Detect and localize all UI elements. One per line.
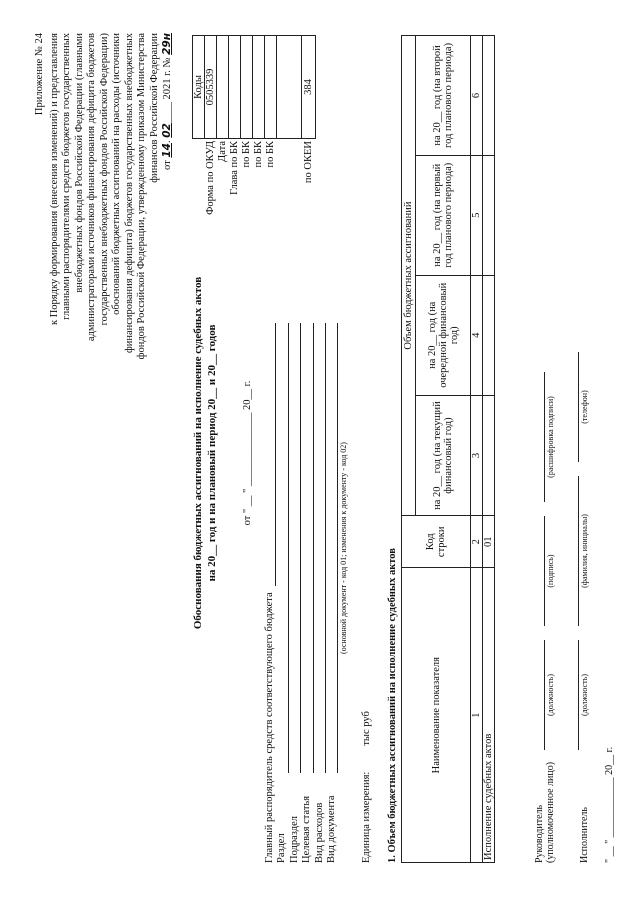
row-value bbox=[483, 395, 495, 515]
table-row bbox=[483, 35, 495, 862]
rotated-form-sheet bbox=[20, 13, 620, 893]
appendix-line: обоснований бюджетных ассигнований на расходы (источники bbox=[111, 32, 122, 315]
field-row: Подраздел bbox=[289, 323, 301, 863]
handwritten-month: 02 bbox=[161, 122, 173, 138]
col-number: 5 bbox=[471, 155, 483, 275]
col-header-year: на 20__ год (на второй год планового периода) bbox=[416, 35, 471, 155]
appendix-line: внебюджетных фондов Российской Федерации (главными bbox=[73, 32, 85, 293]
appendix-line: главными распорядителями средств бюджетов государственных bbox=[61, 32, 72, 320]
appendix-line: администраторами источников финансирования дефицита бюджетов bbox=[86, 32, 97, 341]
row-value bbox=[483, 275, 495, 395]
code-label bbox=[277, 138, 302, 243]
col-number: 1 bbox=[471, 567, 483, 862]
appendix-line: финансирования дефицита) бюджетов государственных внебюджетных bbox=[123, 32, 135, 353]
signature-block bbox=[532, 303, 615, 863]
field-row: Целевая статья bbox=[301, 323, 313, 863]
code-value bbox=[241, 35, 253, 138]
code-label: Глава по БК bbox=[229, 140, 240, 195]
fields-block bbox=[264, 323, 373, 863]
col-header-year: на 20__ год (на первый год планового периода) bbox=[416, 155, 471, 275]
doc-type-hint: (основной документ - код 01; изменения к документу - код 02) bbox=[339, 441, 349, 654]
col-number: 6 bbox=[471, 35, 483, 155]
code-value bbox=[229, 35, 241, 138]
col-header-code: Код строки bbox=[402, 515, 471, 567]
handwritten-number: 29н bbox=[161, 32, 173, 55]
codes-header: Коды bbox=[193, 35, 205, 138]
code-value bbox=[253, 35, 265, 138]
code-value bbox=[277, 35, 302, 138]
code-label: по ОКЕИ bbox=[303, 140, 314, 183]
appendix-block bbox=[34, 33, 175, 503]
document-date-line: от " __ " ______________ 20__ г. bbox=[242, 380, 253, 525]
code-label: по БК bbox=[253, 140, 264, 168]
col-header-year: на 20__ год (на текущий финансовый год) bbox=[416, 395, 471, 515]
field-row: Вид документа bbox=[326, 323, 338, 863]
document-title: Обоснования бюджетных ассигнований на исполнение судебных актов bbox=[192, 276, 204, 629]
appendix-line: фондов Российской Федерации, утвержденному приказом Министерства bbox=[136, 32, 147, 359]
appendix-number: Приложение № 24 bbox=[34, 32, 45, 115]
field-row: Главный распорядитель средств соответствующего бюджета bbox=[264, 323, 276, 863]
col-header-name: Наименование показателя bbox=[402, 567, 471, 862]
appendix-line: к Порядку формирования (внесения изменений) и представления bbox=[48, 32, 60, 325]
col-number: 3 bbox=[471, 395, 483, 515]
row-name: Исполнение судебных актов bbox=[483, 567, 495, 862]
field-row: Вид расходов bbox=[314, 323, 326, 863]
code-label: по БК bbox=[241, 140, 252, 168]
code-value bbox=[265, 35, 277, 138]
order-date-line: от 14. 02____ 2021 г. № 29н bbox=[161, 32, 173, 170]
field-row: Раздел bbox=[276, 323, 288, 863]
head-signature-row: Руководитель (уполномоченное лицо) (должность) (подпись) (расшифровка подписи) bbox=[532, 303, 556, 863]
handwritten-day: 14 bbox=[161, 142, 173, 158]
appendix-line: финансов Российской Федерации bbox=[148, 32, 160, 183]
row-value bbox=[483, 35, 495, 155]
code-value: 384 bbox=[302, 35, 316, 138]
row-value bbox=[483, 155, 495, 275]
code-value bbox=[217, 35, 229, 138]
executor-signature-row: Исполнитель (должность) (фамилия, инициалы) (телефон) bbox=[566, 303, 590, 863]
code-label: по БК bbox=[265, 140, 276, 168]
col-group-header: Объем бюджетных ассигнований bbox=[402, 35, 416, 515]
code-label: Дата bbox=[217, 140, 228, 162]
code-label: Форма по ОКУД bbox=[205, 140, 216, 215]
col-number: 4 bbox=[471, 275, 483, 395]
section-title: 1. Объем бюджетных ассигнований на исполнение судебных актов bbox=[387, 547, 398, 863]
signature-date-line: " __ " ____________ 20__ г. bbox=[604, 746, 615, 863]
row-code: 01 bbox=[483, 515, 495, 567]
col-header-year: на 20__ год (на очередной финансовый год) bbox=[416, 275, 471, 395]
appendix-line: государственных внебюджетных фондов Российской Федерации) bbox=[98, 32, 110, 325]
document-period: на 20__ год и на плановый период 20__ и 20__ годов bbox=[206, 324, 218, 581]
col-number: 2 bbox=[471, 515, 483, 567]
budget-table bbox=[401, 35, 495, 863]
codes-block bbox=[192, 35, 316, 243]
code-value: 0505339 bbox=[205, 35, 217, 138]
unit-row: Единица измерения:тыс руб bbox=[360, 710, 372, 863]
